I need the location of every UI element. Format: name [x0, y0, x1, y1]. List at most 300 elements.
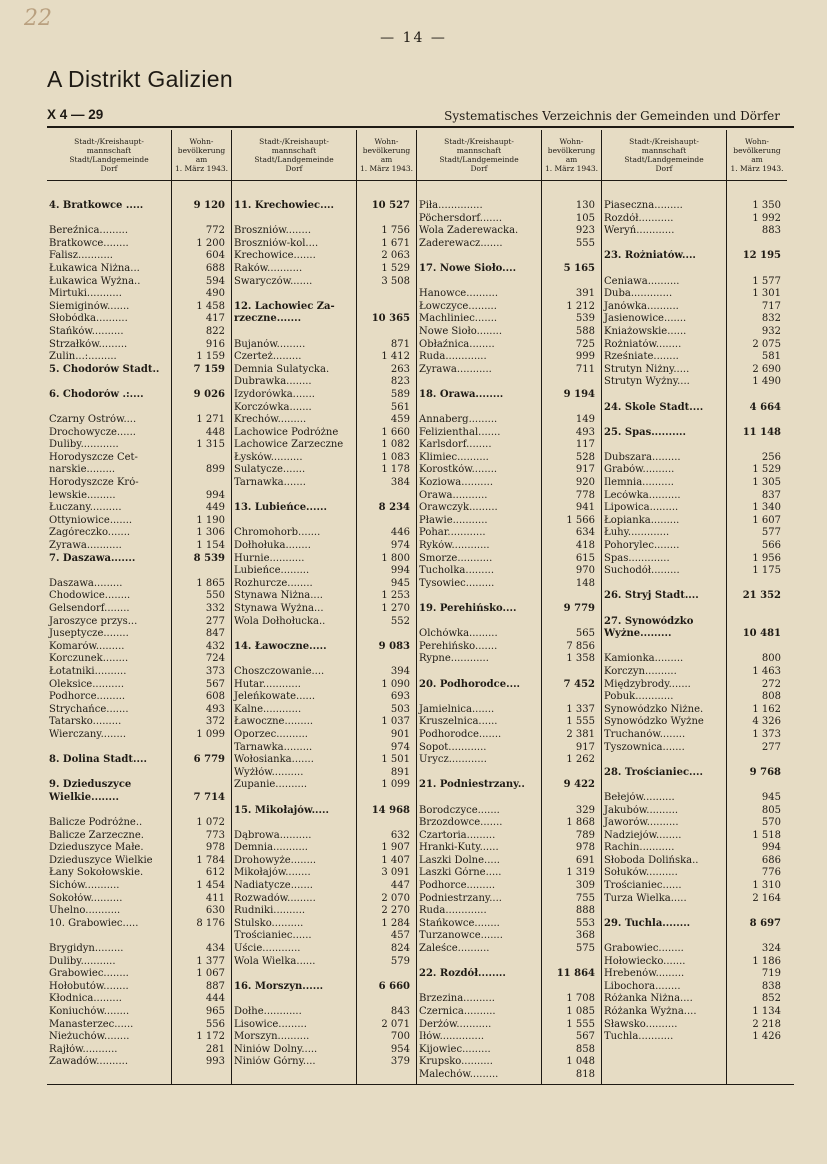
name-column-3 — [417, 130, 542, 1085]
population-value: 7 714 — [193, 791, 225, 803]
population-value: 1 175 — [752, 565, 781, 577]
population-value: 9 768 — [749, 766, 781, 778]
population-value: 888 — [575, 905, 595, 917]
population-header: Wohn- bevölkerung am 1. März 1943. — [172, 130, 231, 181]
population-value: 1 865 — [196, 577, 225, 589]
municipality-name — [232, 653, 356, 666]
municipality-name — [417, 666, 541, 679]
population-value — [357, 213, 416, 226]
municipality-name: Podniestrzany.... — [419, 892, 502, 904]
municipality-name: Pobuk............ — [604, 691, 674, 703]
population-value: 974 — [390, 741, 410, 753]
municipality-name: Zawadów.......... — [49, 1056, 129, 1068]
population-value: 332 — [205, 603, 225, 614]
municipality-name: Dołhołuka........ — [234, 540, 311, 552]
population-value: 1 463 — [752, 665, 781, 677]
population-value: 818 — [575, 1068, 595, 1080]
population-value: 1 067 — [196, 968, 225, 980]
population-value: 272 — [761, 678, 781, 690]
municipality-name: Grabowiec........ — [49, 968, 129, 980]
municipality-name: Rozwadów......... — [234, 892, 316, 904]
municipality-name: Stańkowce........ — [419, 917, 500, 929]
municipality-name — [417, 376, 541, 389]
page-subtitle: Systematisches Verzeichnis der Gemeinden und Dörfer — [444, 109, 780, 123]
municipality-name: Spas............. — [604, 552, 670, 564]
population-value — [172, 767, 231, 780]
population-value: 805 — [761, 804, 781, 816]
population-value: 634 — [575, 527, 595, 539]
population-list — [172, 200, 231, 1069]
municipality-name: Demnia Sulatycka. — [234, 363, 330, 375]
municipality-name: Izydorówka....... — [234, 388, 315, 400]
population-value: 923 — [575, 225, 595, 237]
municipality-name: Dubszara......... — [604, 451, 681, 463]
population-value: 457 — [390, 930, 410, 942]
population-value: 1 555 — [566, 1018, 595, 1030]
municipality-name — [417, 956, 541, 969]
municipality-name: Zaderewacz....... — [419, 237, 503, 249]
population-value: 688 — [205, 262, 225, 274]
population-value: 448 — [205, 426, 225, 438]
municipality-name: Dołhe............ — [234, 1006, 302, 1017]
municipality-name: Perehińsko....... — [419, 640, 498, 652]
population-value: 567 — [205, 678, 225, 690]
municipality-name: Suchodół......... — [604, 565, 680, 577]
population-value: 945 — [390, 577, 410, 589]
population-value: 561 — [390, 401, 410, 413]
population-value: 1 529 — [752, 464, 781, 476]
municipality-name — [232, 213, 356, 226]
municipality-name: Stańków.......... — [49, 325, 124, 337]
municipality-name: 25. Spas.......... — [604, 426, 687, 438]
municipality-name: 18. Orawa........ — [419, 388, 504, 400]
population-value — [357, 653, 416, 666]
municipality-name: Stynawa Wyżna... — [234, 603, 324, 614]
municipality-name — [602, 930, 726, 943]
population-list — [727, 200, 787, 1044]
municipality-name: Lecówka.......... — [604, 489, 681, 501]
population-value: 550 — [205, 590, 225, 602]
population-value — [172, 477, 231, 490]
municipality-name — [232, 792, 356, 805]
population-value: 309 — [575, 880, 595, 892]
municipality-name: Duliby............ — [49, 439, 119, 451]
municipality-name: Wierczany........ — [49, 728, 127, 740]
district-title: A Distrikt Galizien — [47, 66, 233, 92]
population-value: 693 — [390, 691, 410, 703]
population-value: 577 — [761, 527, 781, 539]
municipality-name: 20. Podhorodce.... — [419, 678, 521, 690]
population-value: 965 — [205, 1006, 225, 1017]
population-value: 7 159 — [193, 363, 225, 375]
municipality-name: Bełejów.......... — [604, 791, 675, 803]
municipality-name: Korczówka....... — [234, 401, 312, 413]
population-value — [727, 779, 787, 792]
population-value — [357, 301, 416, 314]
municipality-name: Uhelno........... — [49, 905, 121, 917]
population-value: 871 — [390, 338, 410, 350]
municipality-name: Sulatycze....... — [234, 464, 306, 476]
municipality-name: Horodyszcze Kró- — [49, 477, 139, 489]
population-value: 999 — [575, 351, 595, 363]
name-list — [232, 200, 356, 1069]
population-value: 941 — [575, 502, 595, 514]
population-value: 8 176 — [196, 917, 225, 929]
population-value: 570 — [761, 817, 781, 829]
municipality-name: Hanowce.......... — [419, 288, 499, 300]
municipality-name: Balicze Zarzeczne. — [49, 829, 144, 841]
municipality-name: Międzybrody....... — [604, 678, 691, 690]
municipality-name: Borodczyce....... — [419, 804, 500, 816]
population-value: 2 063 — [381, 250, 410, 262]
population-value: 384 — [390, 477, 410, 489]
population-value: 1 048 — [566, 1056, 595, 1068]
population-value: 493 — [205, 703, 225, 715]
population-value: 394 — [390, 665, 410, 677]
population-value: 993 — [205, 1056, 225, 1068]
population-value: 14 968 — [371, 804, 410, 816]
population-value: 379 — [390, 1056, 410, 1068]
population-value — [727, 754, 787, 767]
population-value: 1 956 — [752, 552, 781, 564]
municipality-name — [417, 250, 541, 263]
name-list — [47, 200, 171, 1069]
population-value: 1 310 — [752, 880, 781, 892]
population-value: 994 — [761, 842, 781, 854]
name-column-4 — [602, 130, 727, 1085]
municipality-name — [602, 414, 726, 427]
population-value — [727, 616, 787, 629]
municipality-name: Zagóreczko....... — [49, 527, 131, 539]
municipality-name: 29. Tuchla........ — [604, 917, 691, 929]
population-value: 1 099 — [196, 728, 225, 740]
municipality-name: Rypne............ — [419, 653, 489, 665]
municipality-name: Tucholka......... — [419, 565, 494, 577]
population-value: 391 — [575, 288, 595, 300]
population-value: 776 — [761, 867, 781, 879]
population-value: 417 — [205, 313, 225, 325]
municipality-name — [417, 590, 541, 603]
population-value: 1 555 — [566, 716, 595, 728]
population-column-4 — [727, 130, 787, 1085]
population-value: 493 — [575, 426, 595, 438]
municipality-name — [602, 603, 726, 616]
municipality-name: Łotatniki.......... — [49, 665, 127, 677]
population-value: 724 — [205, 653, 225, 665]
municipality-name: Żyrawa........... — [49, 540, 122, 552]
population-value: 1 306 — [196, 527, 225, 539]
municipality-name — [602, 779, 726, 792]
municipality-name — [47, 402, 171, 415]
municipality-name: Brygidyn......... — [49, 943, 124, 955]
municipality-name: Mirtuki........... — [49, 288, 122, 300]
municipality-name: Piła.............. — [419, 200, 483, 211]
population-value: 1 907 — [381, 842, 410, 854]
population-value — [542, 250, 601, 263]
population-column-2 — [357, 130, 417, 1085]
pencil-annotation: 22 — [24, 6, 52, 31]
population-value: 1 708 — [566, 993, 595, 1005]
population-value: 594 — [205, 275, 225, 287]
population-value: 1 358 — [566, 653, 595, 665]
population-value: 8 697 — [749, 917, 781, 929]
population-value: 9 194 — [563, 388, 595, 400]
population-value — [172, 213, 231, 226]
municipality-name: Krechowice....... — [234, 250, 316, 262]
population-value — [542, 376, 601, 389]
population-value: 945 — [761, 791, 781, 803]
population-value: 21 352 — [742, 590, 781, 602]
population-value: 978 — [205, 842, 225, 854]
municipality-name: Czartoria......... — [419, 829, 496, 841]
municipality-name: Ruda............. — [419, 351, 487, 363]
municipality-name — [47, 742, 171, 755]
population-value: 858 — [575, 1043, 595, 1055]
population-value: 555 — [575, 237, 595, 249]
municipality-name: Jeleńkowate...... — [234, 691, 316, 703]
top-rule — [47, 126, 794, 128]
population-value — [357, 968, 416, 981]
municipality-name — [47, 565, 171, 578]
municipality-name: Broszniów........ — [234, 225, 312, 237]
municipality-name: Lisowice......... — [234, 1018, 307, 1030]
municipality-name: Synowódzko Niżne. — [604, 703, 704, 715]
population-value: 824 — [390, 943, 410, 955]
population-value: 1 800 — [381, 552, 410, 564]
population-value: 9 779 — [563, 603, 595, 614]
municipality-name — [417, 402, 541, 415]
population-value — [727, 905, 787, 918]
population-value: 994 — [390, 565, 410, 577]
municipality-name: Lubieńce......... — [234, 565, 310, 577]
population-value: 6 660 — [378, 980, 410, 992]
population-value — [357, 515, 416, 528]
municipality-name: Turzanowce....... — [419, 930, 503, 942]
municipality-name: Tyszownica....... — [604, 741, 685, 753]
population-value: 10 481 — [742, 628, 781, 640]
population-value: 552 — [390, 615, 410, 627]
municipality-name: Horodyszcze Cet- — [49, 451, 138, 463]
municipality-name — [47, 930, 171, 943]
population-value — [542, 956, 601, 969]
municipality-name: Wyżne......... — [604, 628, 672, 640]
municipality-name — [602, 238, 726, 251]
population-value: 434 — [205, 943, 225, 955]
population-value: 588 — [575, 325, 595, 337]
municipality-name: Rudniki.......... — [234, 905, 306, 917]
municipality-name: 13. Lubieńce...... — [234, 502, 327, 514]
municipality-name: Manasterzec...... — [49, 1018, 134, 1030]
municipality-name — [602, 578, 726, 591]
population-value — [357, 326, 416, 339]
population-value — [542, 792, 601, 805]
municipality-name: Smorze........... — [419, 552, 493, 564]
population-value: 3 091 — [381, 867, 410, 879]
municipality-name: Sołuków.......... — [604, 867, 678, 879]
population-value: 1 566 — [566, 514, 595, 526]
population-value: 368 — [575, 930, 595, 942]
municipality-name: Grabów.......... — [604, 464, 675, 476]
municipality-name: Dąbrowa.......... — [234, 829, 312, 841]
municipality-name: Trościaniec...... — [234, 930, 312, 942]
name-list — [602, 200, 726, 1044]
population-value: 686 — [761, 854, 781, 866]
population-value — [727, 439, 787, 452]
municipality-name: Olchówka......... — [419, 628, 498, 640]
population-value: 994 — [205, 489, 225, 501]
population-value: 7 452 — [563, 678, 595, 690]
municipality-name: Kalne............ — [234, 703, 302, 715]
municipality-name: Klimiec.......... — [419, 451, 489, 463]
population-value: 604 — [205, 250, 225, 262]
bottom-rule — [47, 1084, 794, 1085]
population-value: 789 — [575, 829, 595, 841]
municipality-name: Sokołów.......... — [49, 892, 123, 904]
population-value: 608 — [205, 691, 225, 703]
municipality-name: Wola Dołhołucka.. — [234, 615, 326, 627]
population-value: 700 — [390, 1031, 410, 1043]
municipality-name: Łopianka......... — [604, 514, 680, 526]
population-value: 891 — [390, 766, 410, 778]
population-header: Wohn- bevölkerung am 1. März 1943. — [542, 130, 601, 181]
municipality-name: 8. Dolina Stadt.... — [49, 754, 147, 766]
municipality-name: Hołobutów........ — [49, 980, 129, 992]
municipality-name: Różanka Wyżna.... — [604, 1006, 697, 1017]
municipality-name: Hołowiecko....... — [604, 955, 686, 967]
population-value: 1 090 — [381, 678, 410, 690]
municipality-name: Łysków.......... — [234, 451, 303, 463]
municipality-name — [417, 691, 541, 704]
municipality-name — [47, 213, 171, 226]
municipality-name: Lipowica......... — [604, 502, 679, 514]
population-value: 974 — [390, 540, 410, 552]
population-value: 5 165 — [563, 262, 595, 274]
population-value: 1 099 — [381, 779, 410, 791]
population-value: 823 — [390, 376, 410, 388]
municipality-name: Czernica.......... — [419, 1006, 496, 1017]
municipality-name: Brzezina.......... — [419, 993, 495, 1005]
municipality-name: Słoboda Dolińska.. — [604, 854, 699, 866]
municipality-name — [602, 905, 726, 918]
municipality-name: Laszki Górne..... — [419, 867, 502, 879]
population-value: 932 — [761, 325, 781, 337]
population-value: 832 — [761, 313, 781, 325]
population-value: 373 — [205, 665, 225, 677]
municipality-name: Strutyn Niżny..... — [604, 363, 690, 375]
municipality-name: Obłaźnica........ — [419, 338, 495, 350]
population-value: 1 212 — [566, 300, 595, 312]
population-value: 1 412 — [381, 351, 410, 363]
population-value: 1 756 — [381, 225, 410, 237]
municipality-name: Orawczyk......... — [419, 502, 498, 514]
population-value: 852 — [761, 993, 781, 1005]
municipality-name: Trościaniec...... — [604, 880, 682, 892]
population-value: 447 — [390, 880, 410, 892]
municipality-name: Hrebenów......... — [604, 968, 685, 980]
population-value: 565 — [575, 628, 595, 640]
municipality-name: 6. Chodorów .:.... — [49, 388, 144, 400]
municipality-name — [232, 993, 356, 1006]
population-column-3 — [542, 130, 602, 1085]
population-value — [727, 641, 787, 654]
municipality-name: Weryń............ — [604, 225, 675, 237]
population-value: 1 501 — [381, 754, 410, 766]
population-value — [542, 590, 601, 603]
municipality-name: Ryków............ — [419, 540, 490, 552]
municipality-name: Rześniate........ — [604, 351, 679, 363]
municipality-name: 21. Podniestrzany.. — [419, 779, 525, 791]
population-value: 847 — [205, 628, 225, 640]
name-header: Stadt-/Kreishaupt- mannschaft Stadt/Landgemeinde Dorf — [602, 130, 726, 181]
municipality-name: Wołosianka....... — [234, 754, 314, 766]
population-value: 1 134 — [752, 1006, 781, 1017]
population-value: 1 082 — [381, 439, 410, 451]
municipality-name: Nadziejów........ — [604, 829, 682, 841]
population-value: 920 — [575, 477, 595, 489]
municipality-name: Krechów......... — [234, 414, 307, 426]
population-value: 372 — [205, 716, 225, 728]
population-value: 6 779 — [193, 754, 225, 766]
population-value — [727, 263, 787, 276]
municipality-name: Jamielnica....... — [419, 703, 495, 715]
population-value: 901 — [390, 728, 410, 740]
municipality-name: 14. Ławoczne..... — [234, 640, 327, 652]
population-value: 324 — [761, 943, 781, 955]
municipality-name: Wola Zaderewacka. — [419, 225, 519, 237]
municipality-name: Czarny Ostrów.... — [49, 414, 137, 426]
municipality-name: Rozdół........... — [604, 212, 674, 224]
municipality-name — [232, 490, 356, 503]
municipality-name: 26. Stryj Stadt.... — [604, 590, 699, 602]
population-value: 449 — [205, 502, 225, 514]
municipality-name: Stulsko.......... — [234, 917, 304, 929]
municipality-name: Oleksice.......... — [49, 678, 125, 690]
population-value: 528 — [575, 451, 595, 463]
municipality-name: Pöchersdorf....... — [419, 212, 503, 224]
municipality-name: Siemiginów....... — [49, 300, 130, 312]
population-value: 883 — [761, 225, 781, 237]
population-value: 10 365 — [371, 313, 410, 325]
municipality-name: Uście............ — [234, 943, 301, 955]
population-value: 11 148 — [742, 426, 781, 438]
municipality-name: Łukawica Wyżna.. — [49, 275, 141, 287]
municipality-name: Gelsendorf........ — [49, 603, 130, 614]
municipality-name: Sopot............ — [419, 741, 487, 753]
population-value: 105 — [575, 212, 595, 224]
municipality-name: Niniów Dolny..... — [234, 1043, 318, 1055]
population-value — [542, 402, 601, 415]
municipality-name: Jakubów.......... — [604, 804, 679, 816]
municipality-name: Machliniec....... — [419, 313, 498, 325]
municipality-name: Drohowyże........ — [234, 854, 317, 866]
population-value: 1 284 — [381, 917, 410, 929]
population-value: 1 607 — [752, 514, 781, 526]
municipality-name: 5. Chodorów Stadt.. — [49, 363, 160, 375]
municipality-name: Żupanie.......... — [234, 779, 308, 791]
population-value: 446 — [390, 527, 410, 539]
population-value: 3 508 — [381, 275, 410, 287]
municipality-name: Kijowiec......... — [419, 1043, 491, 1055]
population-value: 1 992 — [752, 212, 781, 224]
population-value: 1 072 — [196, 817, 225, 829]
population-value: 978 — [575, 842, 595, 854]
population-value: 1 159 — [196, 351, 225, 363]
municipality-name — [417, 792, 541, 805]
municipality-name: Piaseczna......... — [604, 200, 683, 211]
municipality-name: Podhorce......... — [419, 880, 496, 892]
name-list — [417, 200, 541, 1082]
population-value — [357, 792, 416, 805]
